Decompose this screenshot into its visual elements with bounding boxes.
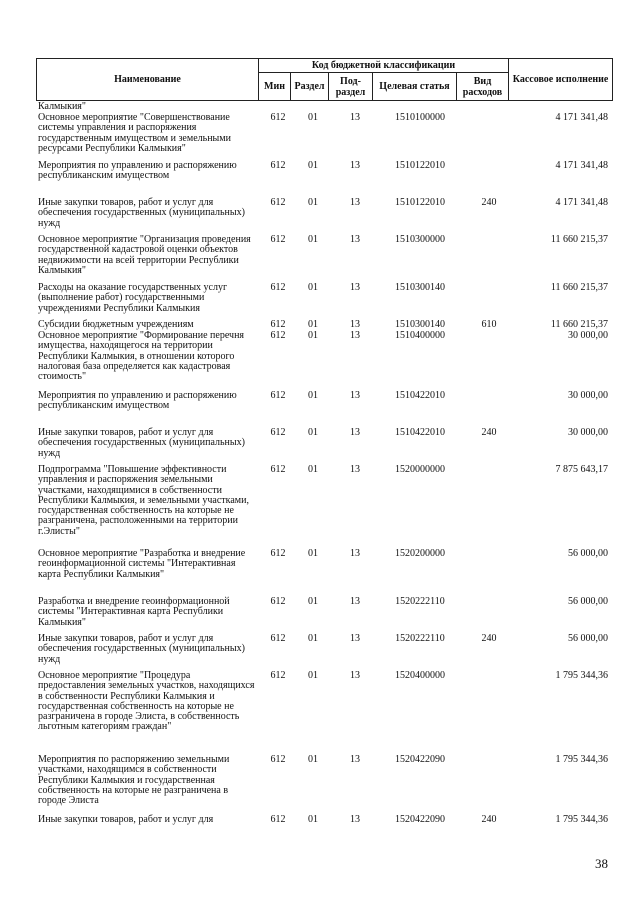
row-celevaya: 1510300000 (395, 234, 445, 245)
budget-table-header (36, 58, 613, 101)
table-row (36, 428, 612, 465)
row-min: 612 (270, 814, 286, 825)
row-name: Разработка и внедрение геоинформационной системы "Интерактивная карта Республики Калмыкия" (38, 596, 230, 628)
row-podrazdel: 13 (350, 197, 360, 208)
header-razdel: Раздел (291, 73, 329, 101)
row-min: 612 (270, 548, 286, 559)
row-min: 612 (270, 319, 286, 330)
row-razdel: 01 (308, 319, 318, 330)
row-min: 612 (270, 234, 286, 245)
row-podrazdel: 13 (350, 330, 360, 341)
row-vid: 240 (481, 633, 497, 644)
row-vid: 240 (481, 197, 497, 208)
table-row (36, 391, 612, 428)
row-sum: 1 795 344,36 (555, 814, 608, 825)
row-sum: 7 875 643,17 (555, 464, 608, 475)
table-row (36, 549, 612, 597)
row-celevaya: 1520422090 (395, 814, 445, 825)
table-row (36, 113, 612, 161)
row-vid: 610 (481, 319, 497, 330)
row-sum: 1 795 344,36 (555, 670, 608, 681)
row-podrazdel: 13 (350, 754, 360, 765)
row-min: 612 (270, 330, 286, 341)
row-razdel: 01 (308, 282, 318, 293)
table-row (36, 235, 612, 283)
row-celevaya: 1510122010 (395, 197, 445, 208)
row-sum: 4 171 341,48 (555, 197, 608, 208)
row-razdel: 01 (308, 464, 318, 475)
row-min: 612 (270, 160, 286, 171)
row-name: Основное мероприятие "Формирование перечня имущества, находящегося на территории Республики Калмыкия, в отношении которого налоговая база определяется как кадастровая стоимость" (38, 330, 245, 383)
row-razdel: 01 (308, 160, 318, 171)
table-row (36, 465, 612, 549)
row-podrazdel: 13 (350, 282, 360, 293)
row-sum: 56 000,00 (568, 596, 608, 607)
header-vid: Вид расходов (457, 73, 509, 101)
row-min: 612 (270, 670, 286, 681)
table-row (36, 331, 612, 391)
row-podrazdel: 13 (350, 464, 360, 475)
row-celevaya: 1520222110 (395, 596, 445, 607)
header-min: Мин (259, 73, 291, 101)
row-sum: 1 795 344,36 (555, 754, 608, 765)
row-sum: 30 000,00 (568, 390, 608, 401)
row-min: 612 (270, 633, 286, 644)
table-row (36, 198, 612, 235)
row-celevaya: 1510122010 (395, 160, 445, 171)
row-razdel: 01 (308, 548, 318, 559)
table-row (36, 634, 612, 671)
table-row (36, 815, 612, 827)
row-podrazdel: 13 (350, 814, 360, 825)
row-celevaya: 1510422010 (395, 427, 445, 438)
table-row (36, 755, 612, 815)
row-celevaya: 1520000000 (395, 464, 445, 475)
row-name: Иные закупки товаров, работ и услуг для обеспечения государственных (муниципальных) нужд (38, 427, 245, 459)
row-name: Мероприятия по управлению и распоряжению республиканским имуществом (38, 160, 237, 182)
row-razdel: 01 (308, 814, 318, 825)
row-min: 612 (270, 197, 286, 208)
table-row (36, 161, 612, 198)
row-celevaya: 1510100000 (395, 112, 445, 123)
row-min: 612 (270, 282, 286, 293)
row-razdel: 01 (308, 197, 318, 208)
row-sum: 4 171 341,48 (555, 160, 608, 171)
row-name: Иные закупки товаров, работ и услуг для обеспечения государственных (муниципальных) нужд (38, 633, 245, 665)
header-celevaya: Целевая статья (373, 73, 457, 101)
row-celevaya: 1510400000 (395, 330, 445, 341)
row-min: 612 (270, 754, 286, 765)
budget-table-body (36, 102, 612, 827)
row-podrazdel: 13 (350, 160, 360, 171)
header-kassovoe: Кассовое исполнение (509, 59, 613, 101)
row-name: Мероприятия по распоряжению земельными участками, находящимся в собственности Республики Калмыкия и государственная собственность на которые не разграничена в городе Элиста (38, 754, 230, 807)
row-podrazdel: 13 (350, 596, 360, 607)
row-name: Основное мероприятие "Организация проведения государственной кадастровой оценки объектов недвижимости на всей территории Республики Калмыкия" (38, 234, 251, 276)
row-min: 612 (270, 464, 286, 475)
row-razdel: 01 (308, 330, 318, 341)
row-sum: 56 000,00 (568, 633, 608, 644)
row-name: Иные закупки товаров, работ и услуг для (38, 814, 214, 825)
row-celevaya: 1520422090 (395, 754, 445, 765)
row-podrazdel: 13 (350, 112, 360, 123)
row-sum: 4 171 341,48 (555, 112, 608, 123)
row-celevaya: 1520200000 (395, 548, 445, 559)
row-celevaya: 1510300140 (395, 282, 445, 293)
row-min: 612 (270, 427, 286, 438)
row-name: Основное мероприятие "Процедура предоставления земельных участков, находящихся в собственности Республики Калмыкия и государственная собственность на которые не разграничена в городе Элиста, в собственность льготным категориям граждан" (38, 670, 255, 733)
row-podrazdel: 13 (350, 427, 360, 438)
page-number: 38 (595, 856, 608, 871)
row-podrazdel: 13 (350, 390, 360, 401)
row-vid: 240 (481, 427, 497, 438)
row-sum: 56 000,00 (568, 548, 608, 559)
row-podrazdel: 13 (350, 670, 360, 681)
row-min: 612 (270, 596, 286, 607)
row-vid: 240 (481, 814, 497, 825)
row-name: Основное мероприятие "Совершенствование системы управления и распоряжения государственным имуществом и земельными ресурсами Республики Калмыкия" (38, 112, 231, 154)
row-podrazdel: 13 (350, 548, 360, 559)
row-razdel: 01 (308, 112, 318, 123)
row-sum: 30 000,00 (568, 427, 608, 438)
row-sum: 30 000,00 (568, 330, 608, 341)
row-name: Основное мероприятие "Разработка и внедрение геоинформационной системы "Интерактивная карта Республики Калмыкия" (38, 548, 246, 580)
row-razdel: 01 (308, 596, 318, 607)
header-podrazdel: Под-раздел (329, 73, 373, 101)
row-razdel: 01 (308, 234, 318, 245)
row-razdel: 01 (308, 390, 318, 401)
table-row (36, 283, 612, 320)
row-name: Расходы на оказание государственных услуг (выполнение работ) государственными учреждениями Республики Калмыкия (38, 282, 228, 314)
row-celevaya: 1520222110 (395, 633, 445, 644)
row-name: Иные закупки товаров, работ и услуг для обеспечения государственных (муниципальных) нужд (38, 197, 245, 229)
row-razdel: 01 (308, 670, 318, 681)
row-podrazdel: 13 (350, 234, 360, 245)
table-row (36, 597, 612, 634)
row-name: Мероприятия по управлению и распоряжению республиканским имуществом (38, 390, 237, 412)
row-podrazdel: 13 (350, 319, 360, 330)
row-celevaya: 1510422010 (395, 390, 445, 401)
table-row (36, 671, 612, 755)
row-sum: 11 660 215,37 (550, 234, 608, 245)
row-sum: 11 660 215,37 (550, 319, 608, 330)
header-naimenovanie: Наименование (37, 59, 259, 101)
row-min: 612 (270, 390, 286, 401)
row-razdel: 01 (308, 633, 318, 644)
row-name: Подпрограмма "Повышение эффективности управления и распоряжения земельными участками, находящимися в собственности Республики Калмыкия, и земельными участками, государственная собственность на которые не разграничена, расположенными на территории г.Элисты" (38, 464, 249, 537)
row-min: 612 (270, 112, 286, 123)
row-name: Калмыкия" (38, 101, 86, 112)
row-sum: 11 660 215,37 (550, 282, 608, 293)
row-celevaya: 1520400000 (395, 670, 445, 681)
row-razdel: 01 (308, 427, 318, 438)
row-celevaya: 1510300140 (395, 319, 445, 330)
header-kod-group: Код бюджетной классификации (259, 59, 509, 73)
row-name: Субсидии бюджетным учреждениям (38, 319, 194, 330)
row-podrazdel: 13 (350, 633, 360, 644)
row-razdel: 01 (308, 754, 318, 765)
